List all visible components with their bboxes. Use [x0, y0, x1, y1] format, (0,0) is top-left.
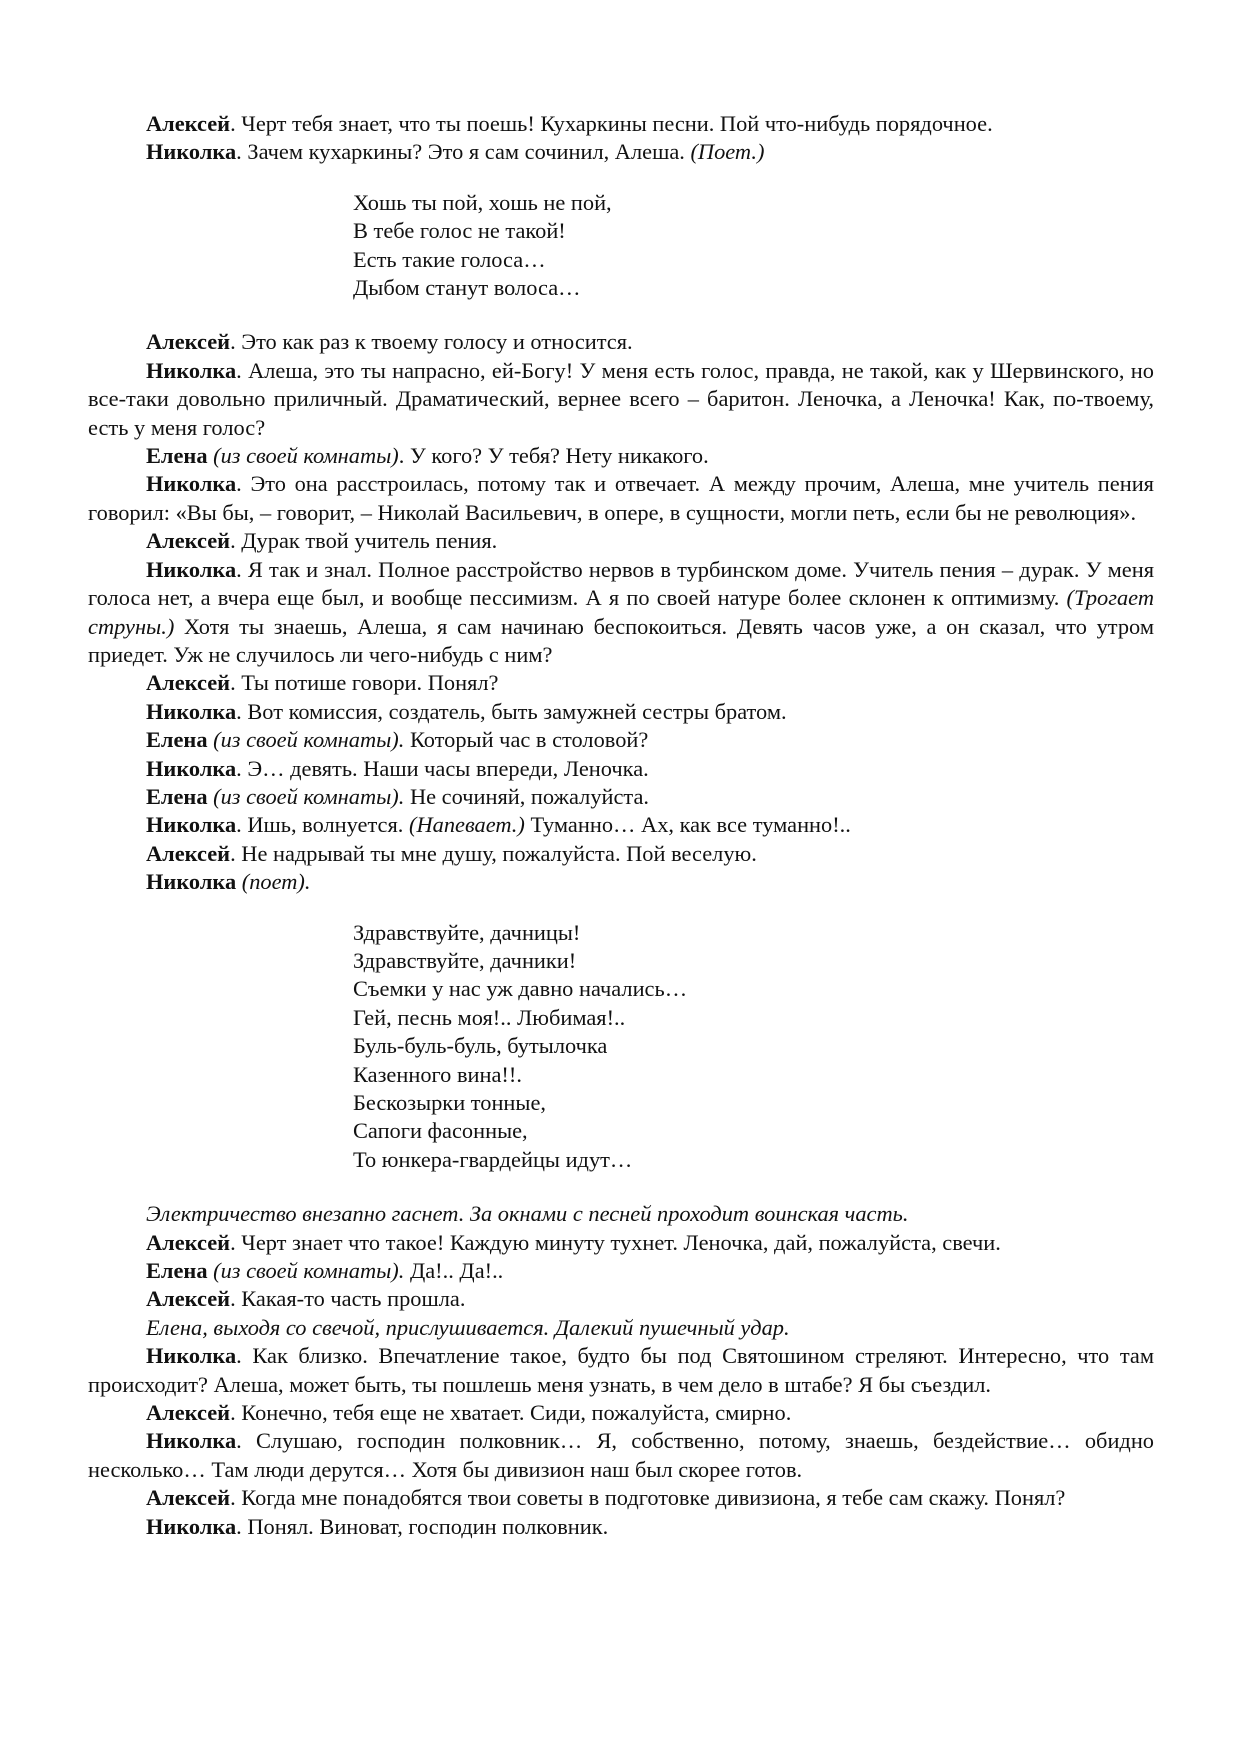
punctuation: .	[236, 1428, 242, 1454]
dialogue-line	[88, 556, 1154, 670]
dialogue-line	[88, 1257, 1154, 1285]
punctuation: .	[236, 755, 242, 781]
verse-line: Хошь ты пой, хошь не пой,	[353, 189, 612, 215]
dialogue-line	[88, 1229, 1154, 1257]
dialogue-text: Черт тебя знает, что ты поешь! Кухаркины песни. Пой что-нибудь порядочное.	[235, 111, 993, 136]
dialogue-line	[88, 470, 1154, 527]
speaker-name: Алексей	[146, 1229, 231, 1255]
dialogue-line	[88, 1285, 1154, 1313]
dialogue-text: Черт знает что такое! Каждую минуту тухнет. Леночка, дай, пожалуйста, свечи.	[235, 1229, 1001, 1255]
dialogue-line	[88, 527, 1154, 555]
punctuation: .	[236, 139, 242, 165]
dialogue-text: Не сочиняй, пожалуйста.	[404, 783, 650, 809]
dialogue-line	[88, 328, 1154, 356]
speaker-name: Николка	[146, 698, 237, 724]
dialogue-text: Какая-то часть прошла.	[235, 1286, 466, 1312]
dialogue-text: Хотя ты знаешь, Алеша, я сам начинаю беспокоиться. Девять часов уже, а он сказал, что утром приедет. Уж не случилось ли чего-нибудь с ним?	[88, 613, 1154, 667]
punctuation: .	[230, 111, 236, 136]
punctuation: .	[236, 698, 242, 724]
dialogue-text: Ты потише говори. Понял?	[235, 670, 499, 696]
stage-direction: Елена, выходя со свечой, прислушивается. Далекий пушечный удар.	[146, 1314, 790, 1340]
dialogue-text: Да!.. Да!..	[404, 1258, 504, 1284]
punctuation: .	[236, 1343, 242, 1369]
dialogue-section	[88, 1342, 1154, 1541]
speaker-name: Елена	[146, 1258, 208, 1284]
dialogue-line	[88, 1513, 1154, 1541]
punctuation: .	[230, 528, 236, 554]
song-verse	[88, 189, 1154, 303]
dialogue-line	[88, 811, 1154, 839]
verse-line: Съемки у нас уж давно начались…	[353, 976, 688, 1002]
punctuation: .	[236, 471, 242, 497]
dialogue-text: Понял. Виноват, господин полковник.	[241, 1513, 609, 1539]
dialogue-line	[88, 1399, 1154, 1427]
verse-line: Бескозырки тонные,	[353, 1090, 546, 1115]
verse-line: Гей, песнь моя!.. Любимая!..	[353, 1004, 626, 1030]
dialogue-text: Дурак твой учитель пения.	[235, 528, 498, 554]
stage-remark: (из своей комнаты).	[207, 727, 405, 753]
dialogue-line	[88, 442, 1154, 470]
dialogue-line	[88, 357, 1154, 442]
punctuation: .	[236, 357, 242, 383]
stage-remark: (из своей комнаты).	[207, 783, 405, 809]
speaker-name: Николка	[146, 1343, 237, 1369]
speaker-name: Алексей	[146, 1286, 231, 1312]
speaker-name: Алексей	[146, 1400, 231, 1426]
dialogue-text: Конечно, тебя еще не хватает. Сиди, пожалуйста, смирно.	[235, 1400, 792, 1426]
stage-direction: Электричество внезапно гаснет. За окнами с песней проходит воинская часть.	[146, 1201, 909, 1227]
dialogue-text: Туманно… Ах, как все туманно!..	[524, 812, 851, 838]
song-verse	[88, 919, 1154, 1175]
speaker-name: Николка	[146, 812, 237, 838]
punctuation: .	[398, 443, 405, 469]
dialogue-text: Ишь, волнуется.	[241, 812, 409, 838]
verse-line: То юнкера-гвардейцы идут…	[353, 1146, 633, 1172]
stage-remark: (Трогает струны.)	[88, 585, 1154, 639]
speaker-name: Николка	[146, 556, 237, 582]
speaker-name: Елена	[146, 727, 208, 753]
speaker-name: Алексей	[146, 840, 231, 866]
verse-line: Здравствуйте, дачники!	[353, 947, 577, 973]
dialogue-text: У кого? У тебя? Нету никакого.	[404, 443, 709, 469]
punctuation: .	[236, 556, 242, 582]
speaker-name: Алексей	[146, 329, 231, 355]
speaker-name: Елена	[146, 443, 208, 469]
stage-remark: (Поет.)	[690, 139, 765, 165]
speaker-name: Николка	[146, 1513, 237, 1539]
verse-line: В тебе голос не такой!	[353, 218, 566, 244]
punctuation: .	[230, 1400, 236, 1426]
stage-remark: (поет).	[236, 869, 311, 895]
speaker-name: Алексей	[146, 1485, 231, 1511]
dialogue-line	[88, 1342, 1154, 1399]
speaker-name: Николка	[146, 471, 237, 497]
punctuation: .	[230, 670, 236, 696]
speaker-name: Алексей	[146, 670, 231, 696]
speaker-name: Алексей	[146, 111, 231, 136]
dialogue-line	[88, 698, 1154, 726]
dialogue-text: Вот комиссия, создатель, быть замужней сестры братом.	[241, 698, 787, 724]
stage-remark: (из своей комнаты)	[207, 443, 399, 469]
dialogue-text: Это она расстроилась, потому так и отвечает. А между прочим, Алеша, мне учитель пения говорил: «Вы бы, – говорит, – Николай Васильевич, в опере, в сущности, могли петь, если бы не революция».	[88, 471, 1154, 525]
dialogue-line	[88, 868, 1154, 896]
dialogue-text: Э… девять. Наши часы впереди, Леночка.	[241, 755, 649, 781]
dialogue-text: Алеша, это ты напрасно, ей-Богу! У меня есть голос, правда, не такой, как у Шервинского, но все-таки довольно приличный. Драматический, вернее всего – баритон. Леночка, а Леночка! Как, по-твоему, есть у меня голос?	[88, 357, 1154, 440]
verse-line: Здравствуйте, дачницы!	[353, 919, 581, 945]
speaker-name: Николка	[146, 755, 237, 781]
verse-line: Дыбом станут волоса…	[353, 275, 581, 301]
speaker-name: Елена	[146, 783, 208, 809]
verse-line: Сапоги фасонные,	[353, 1118, 528, 1144]
punctuation: .	[236, 1513, 242, 1539]
dialogue-text: Слушаю, господин полковник… Я, собственно, потому, знаешь, бездействие… обидно несколько… Там люди дерутся… Хотя бы дивизион наш был скорее готов.	[88, 1428, 1154, 1482]
dialogue-text: Когда мне понадобятся твои советы в подготовке дивизиона, я тебе сам скажу. Понял?	[235, 1485, 1066, 1511]
speaker-name: Николка	[146, 357, 237, 383]
stage-remark: (Напевает.)	[409, 812, 525, 838]
punctuation: .	[236, 812, 242, 838]
speaker-name: Николка	[146, 1428, 237, 1454]
dialogue-text: Это как раз к твоему голосу и относится.	[235, 329, 633, 355]
dialogue-line	[88, 1427, 1154, 1484]
dialogue-section	[88, 328, 1154, 896]
dialogue-line	[88, 726, 1154, 754]
verse-line: Буль-буль-буль, бутылочка	[353, 1033, 608, 1059]
dialogue-line	[88, 138, 1154, 166]
dialogue-line	[88, 840, 1154, 868]
verse-line: Есть такие голоса…	[353, 246, 546, 272]
speaker-name: Николка	[146, 869, 237, 895]
speaker-name: Алексей	[146, 528, 231, 554]
dialogue-line	[88, 669, 1154, 697]
dialogue-text: Не надрывай ты мне душу, пожалуйста. Пой веселую.	[235, 840, 757, 866]
dialogue-section	[88, 110, 1154, 167]
dialogue-text: Зачем кухаркины? Это я сам сочинил, Алеша.	[241, 139, 691, 165]
punctuation: .	[230, 1485, 236, 1511]
dialogue-line	[88, 755, 1154, 783]
dialogue-section	[88, 1229, 1154, 1314]
dialogue-line	[88, 1484, 1154, 1512]
speaker-name: Николка	[146, 139, 237, 165]
dialogue-line	[88, 110, 1154, 138]
dialogue-text: Как близко. Впечатление такое, будто бы под Святошином стреляют. Интересно, что там происходит? Алеша, может быть, ты пошлешь меня узнать, в чем дело в штабе? Я бы съездил.	[88, 1343, 1154, 1397]
punctuation: .	[230, 1229, 236, 1255]
dialogue-text: Я так и знал. Полное расстройство нервов в турбинском доме. Учитель пения – дурак. У меня голоса нет, а вчера еще был, и вообще пессимизм. А я по своей натуре более склонен к оптимизму.	[88, 556, 1154, 611]
punctuation: .	[230, 329, 236, 355]
verse-line: Казенного вина!!.	[353, 1061, 522, 1087]
dialogue-line	[88, 783, 1154, 811]
dialogue-text: Который час в столовой?	[404, 727, 649, 753]
punctuation: .	[230, 840, 236, 866]
stage-remark: (из своей комнаты).	[207, 1258, 405, 1284]
punctuation: .	[230, 1286, 236, 1312]
